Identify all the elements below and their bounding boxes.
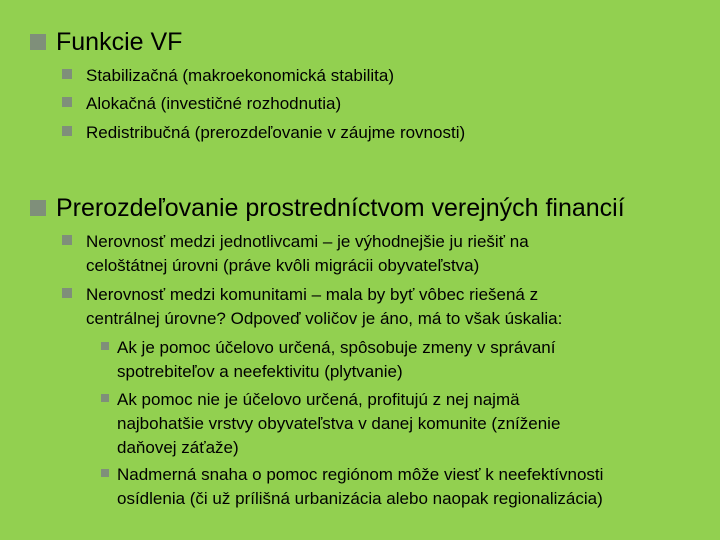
square-bullet-icon (62, 69, 72, 79)
section2-subitem (101, 388, 560, 460)
section2-subitem (101, 336, 555, 384)
section2-item (62, 230, 529, 278)
section2-heading: Prerozdeľovanie prostredníctvom verejných financií (56, 194, 625, 222)
section1-item (62, 121, 465, 145)
square-bullet-icon (101, 469, 109, 477)
section1-item (62, 64, 394, 88)
square-bullet-icon (62, 288, 72, 298)
square-bullet-icon (101, 342, 109, 350)
square-bullet-icon (30, 200, 46, 216)
section2-item-text: Nerovnosť medzi jednotlivcami – je výhodnejšie ju riešiť na celoštátnej úrovni (práve kvôli migrácii obyvateľstva) (86, 232, 529, 275)
section2-subitem-text: Ak pomoc nie je účelovo určená, profitujú z nej najmä najbohatšie vrstvy obyvateľstva v danej komunite (zníženie daňovej záťaže) (117, 390, 561, 457)
section2-item-text: Nerovnosť medzi komunitami – mala by byť vôbec riešená z centrálnej úrovne? Odpoveď voličov je áno, má to však úskalia: (86, 285, 563, 328)
section2-heading-row (30, 193, 625, 223)
section1-item-text: Alokačná (investičné rozhodnutia) (86, 94, 342, 113)
section2-subitem (101, 463, 603, 511)
section1-heading-row (30, 27, 182, 57)
square-bullet-icon (30, 34, 46, 50)
section1-item-text: Redistribučná (prerozdeľovanie v záujme rovnosti) (86, 123, 466, 142)
square-bullet-icon (101, 394, 109, 402)
section2-subitem-text: Nadmerná snaha o pomoc regiónom môže viesť k neefektívnosti osídlenia (či už prílišná urbanizácia alebo naopak regionalizácia) (117, 465, 604, 508)
square-bullet-icon (62, 97, 72, 107)
section1-item (62, 92, 341, 116)
section1-heading: Funkcie VF (56, 28, 183, 56)
section1-item-text: Stabilizačná (makroekonomická stabilita) (86, 66, 395, 85)
square-bullet-icon (62, 126, 72, 136)
section2-subitem-text: Ak je pomoc účelovo určená, spôsobuje zmeny v správaní spotrebiteľov a neefektivitu (plytvanie) (117, 338, 556, 381)
square-bullet-icon (62, 235, 72, 245)
section2-item (62, 283, 562, 331)
